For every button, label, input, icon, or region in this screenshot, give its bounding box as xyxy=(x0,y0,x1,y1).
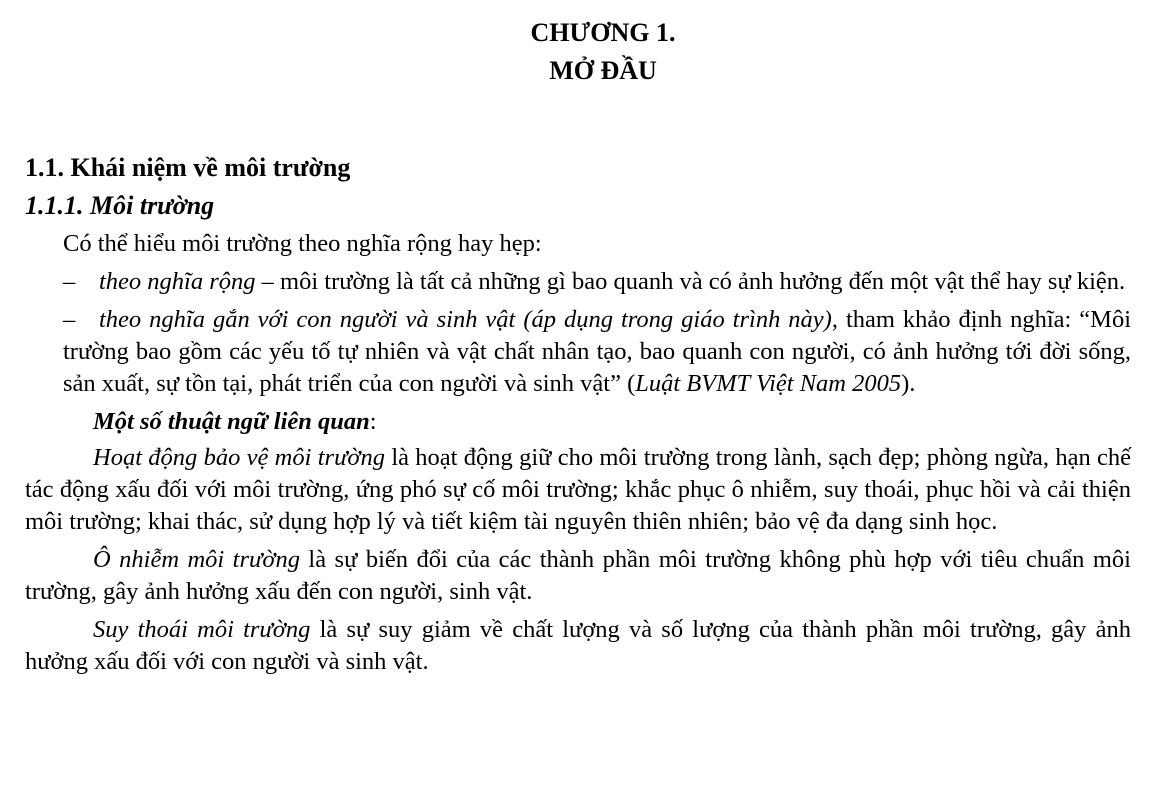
terms-heading xyxy=(25,406,1131,438)
term-name: Hoạt động bảo vệ môi trường xyxy=(93,444,386,471)
term-paragraph xyxy=(25,614,1131,678)
list-item-text: , tham khảo định nghĩa: “Môi trường bao gồm các yếu tố tự nhiên và vật chất nhân tạo, bao quanh con người, có ảnh hưởng tới đời sống, sản xuất, sự tồn tại, phát triển của con người và sinh vật” ( xyxy=(63,306,1132,397)
chapter-number: CHƯƠNG 1. xyxy=(530,18,676,47)
list-item xyxy=(25,266,1131,298)
term-paragraph xyxy=(25,544,1131,608)
term-name: Suy thoái môi trường xyxy=(93,616,311,643)
dash-bullet: – xyxy=(63,268,76,295)
document-page xyxy=(25,14,1131,678)
citation: Luật BVMT Việt Nam 2005 xyxy=(635,370,902,397)
chapter-title: MỞ ĐẦU xyxy=(549,56,657,85)
list-item-emphasis: theo nghĩa rộng xyxy=(99,268,256,295)
intro-paragraph: Có thể hiểu môi trường theo nghĩa rộng hay hẹp: xyxy=(63,230,542,257)
section-heading: 1.1. Khái niệm về môi trường xyxy=(25,153,351,182)
dash-bullet: – xyxy=(63,306,76,333)
subsection-heading: 1.1.1. Môi trường xyxy=(25,191,215,220)
list-item-text: – môi trường là tất cả những gì bao quanh và có ảnh hưởng đến một vật thể hay sự kiện. xyxy=(255,268,1126,295)
terms-heading-text: Một số thuật ngữ liên quan xyxy=(93,408,370,435)
term-paragraph xyxy=(25,442,1131,538)
term-definition: là sự biến đổi của các thành phần môi trường không phù hợp với tiêu chuẩn môi trường, gây ảnh hưởng xấu đến con người, sinh vật. xyxy=(25,546,1131,605)
list-item-emphasis: theo nghĩa gắn với con người và sinh vật (áp dụng trong giáo trình này) xyxy=(99,306,832,333)
list-item-end: ). xyxy=(901,370,916,397)
terms-heading-colon: : xyxy=(369,408,377,435)
term-name: Ô nhiễm môi trường xyxy=(93,546,300,573)
term-definition: là sự suy giảm về chất lượng và số lượng của thành phần môi trường, gây ảnh hưởng xấu đối với con người và sinh vật. xyxy=(25,616,1131,675)
list-item xyxy=(25,304,1131,400)
term-definition: là hoạt động giữ cho môi trường trong lành, sạch đẹp; phòng ngừa, hạn chế tác động xấu đối với môi trường, ứng phó sự cố môi trường; khắc phục ô nhiễm, suy thoái, phục hồi và cải thiện môi trường; khai thác, sử dụng hợp lý và tiết kiệm tài nguyên thiên nhiên; bảo vệ đa dạng sinh học. xyxy=(25,444,1131,535)
